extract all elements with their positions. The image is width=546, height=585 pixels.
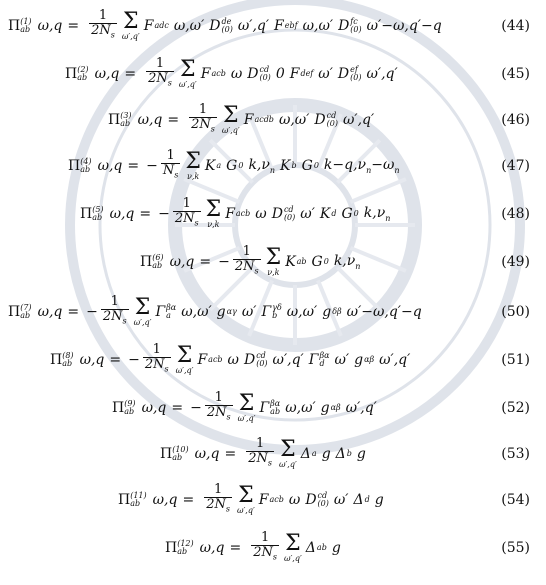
- math-term: g: [331, 540, 341, 556]
- sum-sigma: Σ: [238, 390, 255, 416]
- sum-limits: ν,k: [186, 171, 200, 181]
- lhs-superscript: (12): [177, 539, 194, 548]
- equation-number: (47): [501, 158, 530, 174]
- sum-limits: ω′,q′: [175, 365, 194, 375]
- math-term: F acb: [200, 66, 226, 82]
- fraction-numerator: 1: [166, 148, 175, 164]
- summation-symbol: [185, 148, 201, 181]
- equation-number: (44): [501, 18, 530, 34]
- lhs-arguments: ω,q: [199, 540, 225, 556]
- equals-sign: =: [171, 400, 184, 416]
- math-term: ω,ω′: [286, 304, 318, 320]
- sum-sigma: Σ: [176, 342, 193, 368]
- sum-limits: ω′,q′: [236, 505, 255, 515]
- lhs-subscript: ab: [172, 453, 183, 462]
- fraction-denominator: $2N_s$: [251, 545, 279, 565]
- math-term: K b: [280, 158, 297, 174]
- sum-sigma: Σ: [180, 56, 196, 82]
- math-term: $k,\nu_n$: [363, 205, 391, 223]
- math-term: D cd (0): [305, 491, 329, 508]
- lhs-superscript: (5): [92, 205, 104, 214]
- lhs-arguments: ω,q: [94, 66, 120, 82]
- equation-rhs: [143, 57, 403, 91]
- lhs-superscript: (1): [20, 17, 32, 26]
- pi-symbol: Π: [8, 304, 21, 320]
- sum-sigma: Σ: [123, 8, 139, 34]
- math-term: ω′: [318, 66, 333, 82]
- equation-number: (53): [501, 446, 530, 462]
- math-term: Δ b: [335, 446, 352, 462]
- math-term: K a: [204, 158, 222, 174]
- fraction-denominator: $2N_s$: [143, 357, 171, 377]
- equals-sign: =: [127, 158, 140, 174]
- math-term: ω′,q′: [345, 400, 377, 416]
- equation-53: [160, 434, 371, 474]
- equation-lhs: [108, 112, 162, 128]
- sum-sigma: Σ: [134, 294, 151, 320]
- equation-50: [8, 292, 427, 332]
- summation-symbol: [133, 294, 152, 327]
- equation-number: (50): [501, 304, 530, 320]
- equation-51: [50, 340, 415, 380]
- math-term: G 0: [301, 158, 319, 174]
- pi-symbol: Π: [65, 66, 78, 82]
- lhs-arguments: ω,q: [79, 352, 105, 368]
- equation-rhs: [186, 103, 379, 137]
- equals-sign: =: [167, 112, 180, 128]
- equation-lhs: [8, 304, 62, 320]
- math-term: ω′,q′: [379, 352, 411, 368]
- fraction-numerator: 1: [98, 8, 108, 24]
- equals-sign: =: [124, 66, 137, 82]
- sum-limits: ω′,q′: [237, 413, 256, 423]
- math-term: G 0: [226, 158, 244, 174]
- fraction-denominator: $2N_s$: [204, 497, 232, 517]
- fraction-numerator: 1: [182, 196, 191, 212]
- equals-sign: =: [229, 540, 242, 556]
- pi-symbol: Π: [8, 18, 21, 34]
- equation-lhs: [160, 446, 219, 462]
- math-term: G 0: [311, 254, 329, 270]
- equation-lhs: [118, 492, 177, 508]
- equation-rhs: [146, 149, 404, 183]
- prefactor-fraction: [204, 483, 232, 517]
- pi-symbol: Π: [140, 254, 153, 270]
- sum-sigma: Σ: [280, 436, 296, 462]
- lhs-subscript: ab: [62, 359, 73, 368]
- sum-limits: ω′,q′: [221, 125, 240, 135]
- prefactor-fraction: [89, 9, 117, 43]
- math-term: Γ βα a: [155, 303, 177, 320]
- pi-symbol: Π: [80, 206, 93, 222]
- equation-54: [118, 480, 389, 520]
- lhs-superscript: (4): [80, 157, 92, 166]
- equation-46: [108, 100, 379, 140]
- fraction-denominator: $2N_s$: [189, 117, 217, 137]
- math-term: g: [374, 492, 384, 508]
- lhs-superscript: (2): [77, 65, 89, 74]
- pi-symbol: Π: [160, 446, 173, 462]
- equation-rhs: [201, 483, 389, 517]
- summation-symbol: [237, 390, 256, 423]
- sum-limits: ω′,q′: [278, 459, 297, 469]
- math-term: ω′: [300, 206, 315, 222]
- equation-rhs: [86, 9, 447, 43]
- math-term: F def: [289, 66, 314, 82]
- summation-symbol: [265, 244, 282, 277]
- math-term: ω′: [334, 352, 350, 368]
- summation-symbol: [205, 196, 222, 229]
- equation-number: (48): [501, 206, 530, 222]
- math-term: ω′−ω,q′−q: [346, 304, 422, 320]
- prefactor-fraction: [251, 531, 279, 565]
- math-term: Δ d: [353, 492, 370, 508]
- prefactor-fraction: [101, 295, 129, 329]
- equation-rhs: [248, 531, 346, 565]
- lhs-subscript: ab: [124, 407, 135, 416]
- math-term: K d: [319, 206, 337, 222]
- sum-sigma: Σ: [205, 196, 222, 222]
- math-term: ω′,q′: [237, 18, 270, 34]
- lhs-superscript: (9): [124, 399, 136, 408]
- sum-sigma: Σ: [265, 244, 282, 270]
- lhs-arguments: ω,q: [97, 158, 123, 174]
- lhs-subscript: ab: [20, 311, 31, 320]
- math-term: D cd (0): [314, 111, 338, 128]
- fraction-denominator: $2N_s$: [89, 23, 117, 43]
- fraction-denominator: $2N_s$: [246, 451, 274, 471]
- equation-45: [65, 54, 403, 94]
- math-term: ω: [288, 492, 301, 508]
- equation-lhs: [80, 206, 134, 222]
- sum-sigma: Σ: [185, 148, 201, 174]
- prefactor-fraction: [233, 245, 261, 279]
- equation-lhs: [8, 18, 62, 34]
- equation-number: (45): [501, 66, 530, 82]
- math-term: ω,ω′: [173, 18, 205, 34]
- math-term: F acdb: [243, 112, 274, 128]
- fraction-denominator: $2N_s$: [173, 211, 201, 231]
- equation-lhs: [68, 158, 122, 174]
- pi-symbol: Π: [112, 400, 125, 416]
- fraction-numerator: 1: [155, 56, 165, 72]
- math-term: ω: [255, 206, 267, 222]
- lhs-subscript: ab: [152, 261, 163, 270]
- lhs-arguments: ω,q: [37, 304, 63, 320]
- equals-sign: =: [67, 18, 80, 34]
- pi-symbol: Π: [165, 540, 178, 556]
- equation-lhs: [50, 352, 104, 368]
- math-term: ω,ω′: [302, 18, 334, 34]
- sum-sigma: Σ: [238, 482, 254, 508]
- fraction-numerator: 1: [260, 530, 270, 546]
- fraction-denominator: $2N_s$: [146, 71, 174, 91]
- lhs-superscript: (7): [20, 303, 32, 312]
- math-term: 0: [275, 66, 285, 82]
- equation-rhs: [243, 437, 371, 471]
- lhs-superscript: (3): [120, 111, 132, 120]
- lhs-superscript: (10): [172, 445, 189, 454]
- math-term: g αγ: [216, 304, 237, 320]
- fraction-numerator: 1: [110, 294, 119, 310]
- lhs-subscript: ab: [80, 165, 91, 174]
- fraction-numerator: 1: [213, 482, 223, 498]
- fraction-numerator: 1: [214, 390, 223, 406]
- math-term: ω′,q′: [272, 352, 304, 368]
- math-term: g: [356, 446, 366, 462]
- math-term: F acb: [197, 352, 223, 368]
- math-term: D de (0): [209, 17, 233, 34]
- equation-lhs: [140, 254, 194, 270]
- math-term: g δβ: [322, 304, 342, 320]
- math-term: F acb: [225, 206, 251, 222]
- lhs-superscript: (6): [152, 253, 164, 262]
- math-term: Δ ab: [305, 540, 327, 556]
- equation-49: [140, 242, 365, 282]
- pi-symbol: Π: [50, 352, 63, 368]
- prefactor-fraction: [161, 149, 180, 183]
- math-term: ω′,q′: [366, 66, 398, 82]
- sum-limits: ω′,q′: [178, 79, 197, 89]
- lhs-subscript: ab: [20, 25, 31, 34]
- equation-number: (46): [501, 112, 530, 128]
- equals-sign: =: [182, 492, 195, 508]
- lhs-arguments: ω,q: [169, 254, 195, 270]
- prefactor-fraction: [143, 343, 171, 377]
- lhs-arguments: ω,q: [37, 18, 63, 34]
- equation-lhs: [112, 400, 166, 416]
- minus-sign: −: [158, 206, 170, 222]
- sum-sigma: Σ: [223, 102, 239, 128]
- lhs-arguments: ω,q: [141, 400, 167, 416]
- equation-number: (49): [501, 254, 530, 270]
- math-term: K ab: [285, 254, 307, 270]
- pi-symbol: Π: [108, 112, 121, 128]
- prefactor-fraction: [173, 197, 201, 231]
- lhs-arguments: ω,q: [152, 492, 178, 508]
- fraction-numerator: 1: [198, 102, 208, 118]
- lhs-arguments: ω,q: [194, 446, 220, 462]
- math-term: D cd (0): [247, 65, 271, 82]
- equation-lhs: [165, 540, 224, 556]
- math-term: Γ γδ b: [261, 303, 282, 320]
- math-term: ω′,q′: [342, 112, 375, 128]
- math-term: ω: [230, 66, 243, 82]
- math-term: ω′: [333, 492, 349, 508]
- math-term: D ef (0): [337, 65, 362, 82]
- math-term: ω,ω′: [278, 112, 310, 128]
- math-term: F ebf: [274, 18, 298, 34]
- summation-symbol: [178, 56, 197, 89]
- equals-sign: =: [139, 206, 152, 222]
- lhs-subscript: ab: [92, 213, 103, 222]
- math-term: D fc (0): [338, 17, 362, 34]
- math-term: D cd (0): [271, 205, 296, 222]
- equation-52: [112, 388, 382, 428]
- sum-limits: ν,k: [267, 267, 280, 277]
- sum-limits: ω′,q′: [133, 317, 152, 327]
- summation-symbol: [283, 530, 302, 563]
- lhs-subscript: ab: [120, 119, 131, 128]
- summation-symbol: [221, 102, 240, 135]
- equation-rhs: [190, 391, 382, 425]
- equation-number: (52): [501, 400, 530, 416]
- math-term: F acb: [258, 492, 284, 508]
- lhs-arguments: ω,q: [137, 112, 163, 128]
- sum-limits: ν,k: [207, 219, 220, 229]
- equals-sign: =: [109, 352, 122, 368]
- minus-sign: −: [86, 304, 98, 320]
- fraction-denominator: $2N_s$: [233, 259, 261, 279]
- math-term: ω′: [241, 304, 257, 320]
- math-term: g αβ: [320, 400, 341, 416]
- equation-47: [68, 146, 405, 186]
- math-term: g: [321, 446, 331, 462]
- equation-44: [8, 6, 447, 46]
- equals-sign: =: [67, 304, 80, 320]
- sum-limits: ω′,q′: [283, 553, 302, 563]
- pi-symbol: Π: [118, 492, 131, 508]
- sum-limits: ω′,q′: [121, 31, 140, 41]
- fraction-denominator: $2N_s$: [205, 405, 233, 425]
- math-term: Δ a: [300, 446, 317, 462]
- prefactor-fraction: [246, 437, 274, 471]
- equation-rhs: [128, 343, 415, 377]
- prefactor-fraction: [189, 103, 217, 137]
- fraction-numerator: 1: [152, 342, 161, 358]
- equals-sign: =: [224, 446, 237, 462]
- math-term: $k-q,\nu_n-\omega_n$: [323, 157, 400, 175]
- summation-symbol: [236, 482, 255, 515]
- math-term: F adc: [143, 18, 169, 34]
- pi-symbol: Π: [68, 158, 81, 174]
- lhs-subscript: ab: [77, 73, 88, 82]
- fraction-numerator: 1: [242, 244, 251, 260]
- math-term: Γ βα ab: [259, 399, 281, 416]
- math-term: ω,ω′: [181, 304, 212, 320]
- sum-sigma: Σ: [285, 530, 301, 556]
- summation-symbol: [278, 436, 297, 469]
- math-term: g αβ: [354, 352, 375, 368]
- math-term: $k,\nu_n$: [333, 253, 361, 271]
- math-term: ω: [227, 352, 239, 368]
- equation-rhs: [218, 245, 365, 279]
- equation-48: [80, 194, 395, 234]
- math-term: ω,ω′: [285, 400, 316, 416]
- fraction-numerator: 1: [255, 436, 265, 452]
- lhs-arguments: ω,q: [109, 206, 135, 222]
- math-term: G 0: [341, 206, 359, 222]
- math-term: $k,\nu_n$: [248, 157, 276, 175]
- math-term: D cd (0): [243, 351, 268, 368]
- fraction-denominator: $N_s$: [161, 163, 180, 183]
- equation-number: (54): [501, 492, 530, 508]
- minus-sign: −: [218, 254, 230, 270]
- minus-sign: −: [128, 352, 140, 368]
- fraction-denominator: $2N_s$: [101, 309, 129, 329]
- equals-sign: =: [199, 254, 212, 270]
- math-term: Γ βα d: [308, 351, 330, 368]
- lhs-subscript: ab: [130, 499, 141, 508]
- equation-rhs: [158, 197, 395, 231]
- math-term: ω′−ω,q′−q: [366, 18, 442, 34]
- lhs-subscript: ab: [177, 547, 188, 556]
- lhs-superscript: (11): [130, 491, 147, 500]
- equation-rhs: [86, 295, 427, 329]
- prefactor-fraction: [146, 57, 174, 91]
- summation-symbol: [121, 8, 140, 41]
- equation-55: [165, 528, 346, 568]
- equation-number: (51): [501, 352, 530, 368]
- lhs-superscript: (8): [62, 351, 74, 360]
- minus-sign: −: [146, 158, 158, 174]
- summation-symbol: [175, 342, 194, 375]
- equation-number: (55): [501, 540, 530, 556]
- equation-lhs: [65, 66, 119, 82]
- prefactor-fraction: [205, 391, 233, 425]
- minus-sign: −: [190, 400, 202, 416]
